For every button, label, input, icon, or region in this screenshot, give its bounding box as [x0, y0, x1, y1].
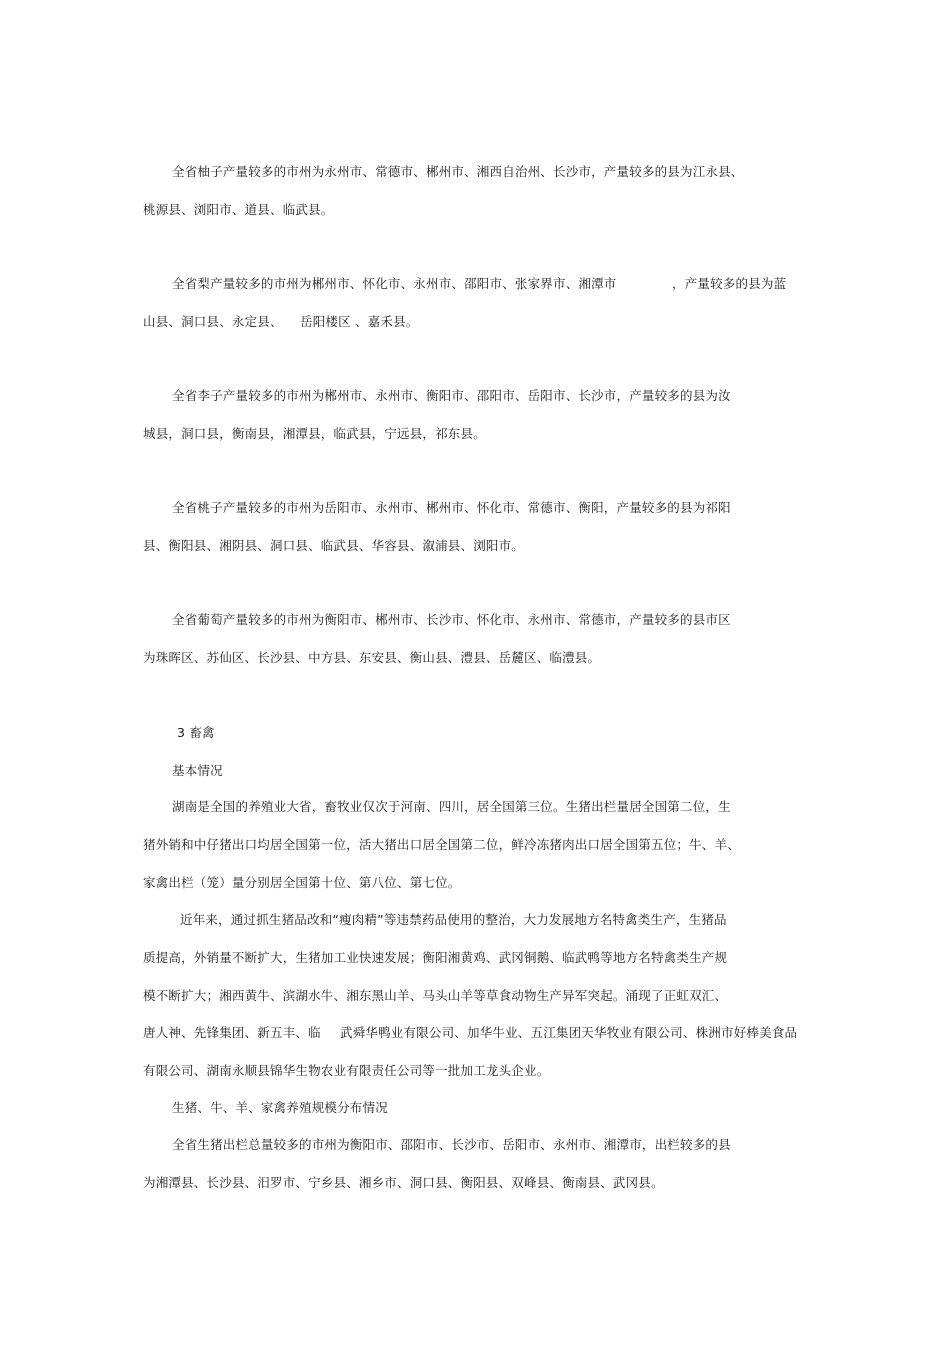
lizi-line-2: 城县，洞口县，衡南县，湘潭县，临武县，宁远县，祁东县。: [143, 426, 486, 441]
recent-line-1: 近年来，通过抓生猪品改和“瘦肉精”等违禁药品使用的整治，大力发展地方名特禽类生产，生猪品: [180, 912, 727, 927]
youzi-line-1: 全省柚子产量较多的市州为永州市、常德市、郴州市、湘西自治州、长沙市，产量较多的县为江永县、: [172, 164, 744, 179]
section-heading: 3 畜禽: [177, 725, 215, 740]
taozi-line-1: 全省桃子产量较多的市州为岳阳市、永州市、郴州市、怀化市、常德市、衡阳，产量较多的县为祁阳: [172, 500, 731, 515]
pear-line-2a: 山县、洞口县、永定县、: [143, 314, 283, 329]
basic-line-1: 湖南是全国的养殖业大省，畜牧业仅次于河南、四川，居全国第三位。生猪出栏量居全国第二位，生: [172, 799, 731, 814]
putao-line-2: 为珠晖区、苏仙区、长沙县、中方县、东安县、衡山县、澧县、岳麓区、临澧县。: [143, 650, 601, 665]
basic-line-2: 猪外销和中仔猪出口均居全国第一位，活大猪出口居全国第二位，鲜冷冻猪肉出口居全国第五位；牛、羊、: [143, 837, 740, 852]
recent-line-2: 质提高，外销量不断扩大，生猪加工业快速发展；衡阳湘黄鸡、武冈铜鹅、临武鸭等地方名特禽类生产规: [143, 950, 728, 965]
putao-line-1: 全省葡萄产量较多的市州为衡阳市、郴州市、长沙市、怀化市、永州市、常德市，产量较多的县市区: [172, 612, 731, 627]
pig-line-2: 为湘潭县、长沙县、汨罗市、宁乡县、湘乡市、洞口县、衡阳县、双峰县、衡南县、武冈县。: [143, 1175, 664, 1190]
recent-line-3: 模不断扩大；湘西黄牛、滨湖水牛、湘东黑山羊、马头山羊等草食动物生产异军突起。涌现了正虹双汇、: [143, 988, 728, 1003]
recent-line-4b: 武舜华鸭业有限公司、加华牛业、五江集团天华牧业有限公司、株洲市好棒美食品: [340, 1025, 798, 1040]
subheading-basic: 基本情况: [172, 763, 223, 778]
subheading-distribution: 生猪、牛、羊、家禽养殖规模分布情况: [172, 1100, 388, 1115]
recent-line-5: 有限公司、湖南永顺县锦华生物农业有限责任公司等一批加工龙头企业。: [143, 1063, 550, 1078]
youzi-line-2: 桃源县、浏阳市、道县、临武县。: [143, 202, 334, 217]
pear-line-2b: 岳阳楼区 、嘉禾县。: [300, 314, 419, 329]
recent-line-4a: 唐人神、先锋集团、新五丰、临: [143, 1025, 321, 1040]
pig-line-1: 全省生猪出栏总量较多的市州为衡阳市、邵阳市、长沙市、岳阳市、永州市、湘潭市，出栏较多的县: [172, 1137, 731, 1152]
pear-line-1b: ，产量较多的县为蓝: [672, 276, 787, 291]
lizi-line-1: 全省李子产量较多的市州为郴州市、永州市、衡阳市、邵阳市、岳阳市、长沙市，产量较多的县为汝: [172, 388, 731, 403]
taozi-line-2: 县、衡阳县、湘阴县、洞口县、临武县、华容县、溆浦县、浏阳市。: [143, 538, 525, 553]
pear-line-1a: 全省梨产量较多的市州为郴州市、怀化市、永州市、邵阳市、张家界市、湘潭市: [172, 276, 617, 291]
basic-line-3: 家禽出栏（笼）量分别居全国第十位、第八位、第七位。: [143, 875, 461, 890]
